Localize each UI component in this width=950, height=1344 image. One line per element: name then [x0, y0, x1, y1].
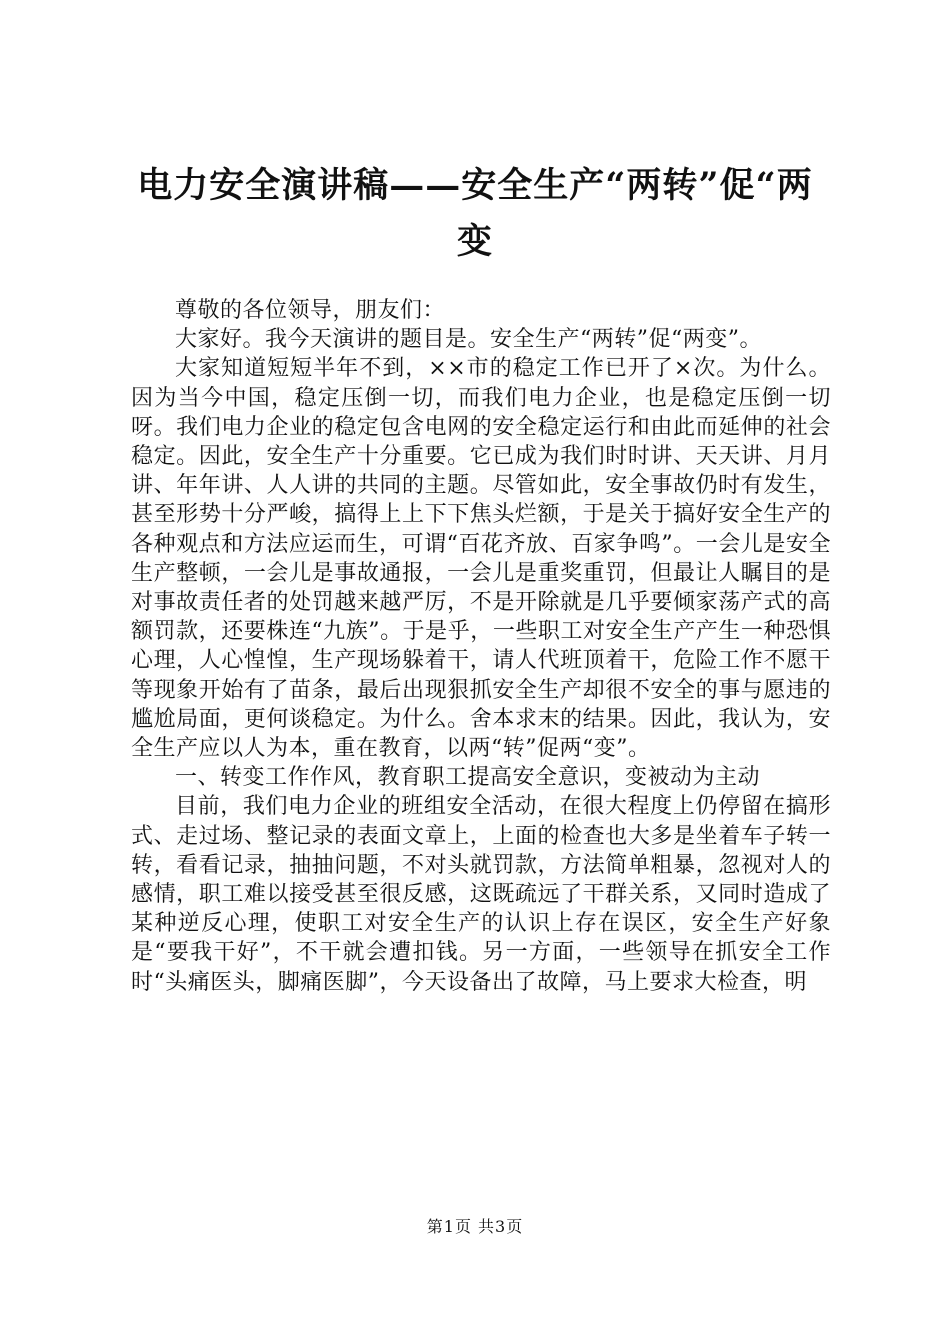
section-heading: 一、转变工作作风，教育职工提高安全意识，变被动为主动: [175, 765, 761, 791]
body-paragraph: 大家知道短短半年不到，××市的稳定工作已开了×次。为什么。因为当今中国，稳定压倒一切，而我们电力企业，也是稳定压倒一切呀。我们电力企业的稳定包含电网的安全稳定运行和由此而延伸的社会稳定。因此，安全生产十分重要。它已成为我们时时讲、天天讲、月月讲、年年讲、人人讲的共同的主题。尽管如此，安全事故仍时有发生，甚至形势十分严峻，搞得上上下下焦头烂额，于是关于搞好安全生产的各种观点和方法应运而生，可谓“百花齐放、百家争鸣”。一会儿是安全生产整顿，一会儿是事故通报，一会儿是重奖重罚，但最让人瞩目的是对事故责任者的处罚越来越严厉，不是开除就是几乎要倾家荡产式的高额罚款，还要株连“九族”。于是乎，一些职工对安全生产产生一种恐惧心理，人心惶惶，生产现场躲着干，请人代班顶着干，危险工作不愿干等现象开始有了苗条，最后出现狠抓安全生产却很不安全的事与愿违的尴尬局面，更何谈稳定。为什么。舍本求末的结果。因此，我认为，安全生产应以人为本，重在教育，以两“转”促两“变”。: [131, 356, 831, 762]
document-body: [131, 296, 831, 997]
document-title: 电力安全演讲稿——安全生产“两转”促“两变: [137, 165, 813, 262]
body-paragraph: 目前，我们电力企业的班组安全活动，在很大程度上仍停留在搞形式、走过场、整记录的表面文章上，上面的检查也大多是坐着车子转一转，看看记录，抽抽问题，不对头就罚款，方法简单粗暴，忽视对人的感情，职工难以接受甚至很反感，这既疏远了干群关系，又同时造成了某种逆反心理，使职工对安全生产的认识上存在误区，安全生产好象是“要我干好”，不干就会遭扣钱。另一方面，一些领导在抓安全工作时“头痛医头，脚痛医脚”，今天设备出了故障，马上要求大检查，明: [131, 794, 831, 995]
greeting-paragraph: 大家好。我今天演讲的题目是。安全生产“两转”促“两变”。: [175, 327, 762, 353]
salutation-paragraph: 尊敬的各位领导，朋友们：: [175, 298, 446, 323]
page-number-footer: 第1页 共3页: [426, 1217, 524, 1236]
